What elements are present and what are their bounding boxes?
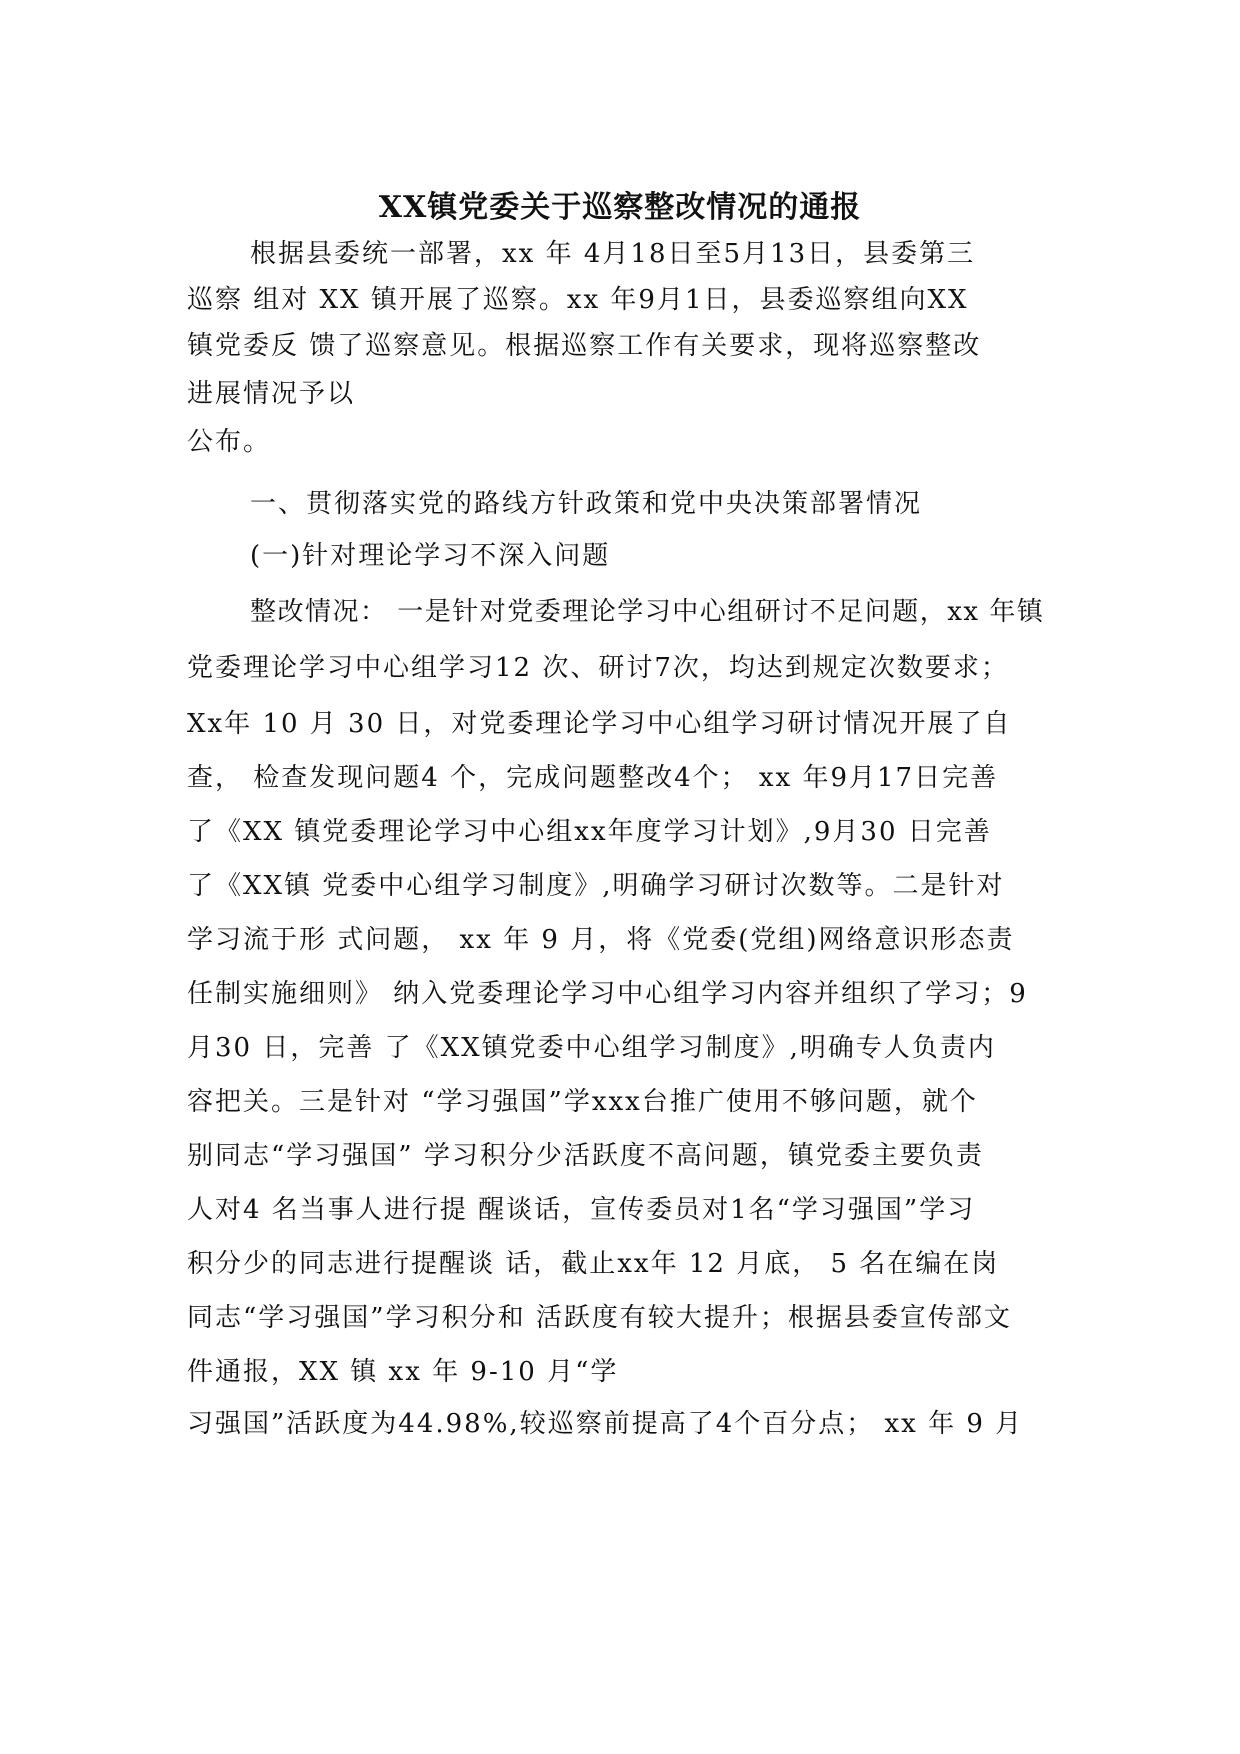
paragraph-line: 人对4 名当事人进行提 醒谈话，宣传委员对1名“学习强国”学习	[187, 1195, 976, 1225]
paragraph-line: 了《XX镇 党委中心组学习制度》,明确学习研讨次数等。二是针对	[187, 871, 1005, 901]
paragraph-line: 公布。	[187, 427, 272, 457]
paragraph-line: 件通报，XX 镇 xx 年 9-10 月“学	[187, 1357, 619, 1387]
paragraph-line: 查， 检查发现问题4 个，完成问题整改4个； xx 年9月17日完善	[187, 763, 999, 793]
paragraph-line: 学习流于形 式问题， xx 年 9 月，将《党委(党组)网络意识形态责	[187, 925, 1015, 955]
paragraph-line: 别同志“学习强国” 学习积分少活跃度不高问题，镇党委主要负责	[187, 1141, 984, 1171]
paragraph-line: 镇党委反 馈了巡察意见。根据巡察工作有关要求，现将巡察整改	[187, 331, 982, 361]
paragraph-line: Xx年 10 月 30 日，对党委理论学习中心组学习研讨情况开展了自	[187, 709, 1012, 739]
paragraph-line: 任制实施细则》 纳入党委理论学习中心组学习内容并组织了学习；9	[187, 979, 1028, 1009]
paragraph-line: 积分少的同志进行提醒谈 话，截止xx年 12 月底， 5 名在编在岗	[187, 1249, 1000, 1279]
paragraph-line: 进展情况予以	[187, 379, 356, 409]
subsection-heading: (一)针对理论学习不深入问题	[250, 541, 611, 571]
paragraph-line: 党委理论学习中心组学习12 次、研讨7次，均达到规定次数要求；	[187, 653, 1009, 683]
paragraph-line: 整改情况： 一是针对党委理论学习中心组研讨不足问题，xx 年镇	[250, 597, 1045, 627]
paragraph-line: 容把关。三是针对 “学习强国”学xxx台推广使用不够问题，就个	[187, 1087, 978, 1117]
paragraph-line: 习强国”活跃度为44.98%,较巡察前提高了4个百分点； xx 年 9 月	[187, 1409, 1024, 1439]
paragraph-line: 巡察 组对 XX 镇开展了巡察。xx 年9月1日，县委巡察组向XX	[187, 285, 969, 315]
paragraph-line: 了《XX 镇党委理论学习中心组xx年度学习计划》,9月30 日完善	[187, 817, 992, 847]
paragraph-line: 根据县委统一部署，xx 年 4月18日至5月13日，县委第三	[250, 239, 976, 269]
paragraph-line: 同志“学习强国”学习积分和 活跃度有较大提升；根据县委宣传部文	[187, 1303, 1012, 1333]
document-title: XX镇党委关于巡察整改情况的通报	[378, 190, 862, 225]
section-heading: 一、贯彻落实党的路线方针政策和党中央决策部署情况	[250, 489, 923, 519]
paragraph-line: 月30 日，完善 了《XX镇党委中心组学习制度》,明确专人负责内	[187, 1033, 996, 1063]
